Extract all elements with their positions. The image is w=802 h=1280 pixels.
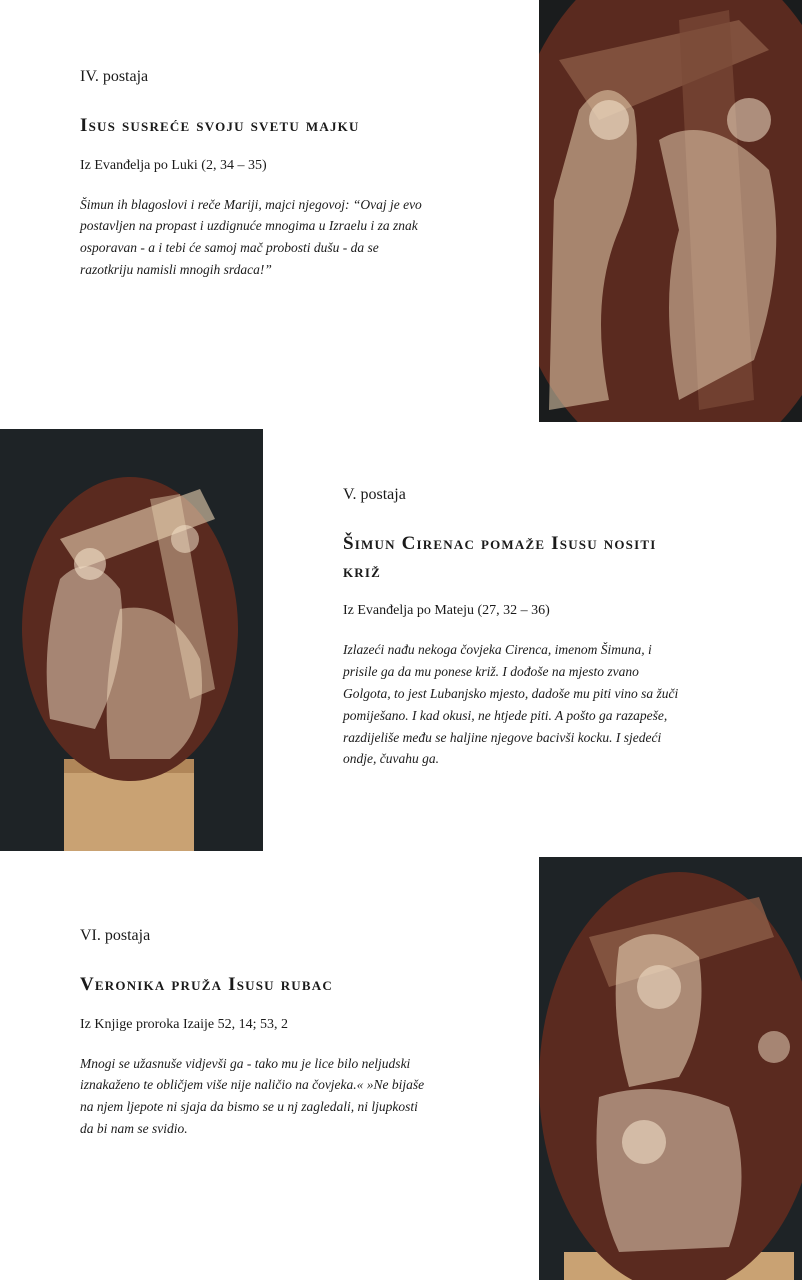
egg-carving-station-6-photo: [539, 857, 802, 1280]
egg-carving-station-5-photo: [0, 429, 263, 851]
egg-carving-image: [0, 429, 263, 851]
station-4: [80, 68, 425, 281]
station-5: [343, 486, 688, 770]
station-title: Isus susreće svoju svetu majku: [80, 115, 360, 136]
station-label: V. postaja: [343, 486, 406, 503]
egg-carving-image: [539, 857, 802, 1280]
scripture-source: Iz Evanđelja po Luki (2, 34 – 35): [80, 157, 267, 173]
egg-carving-station-4-photo: [539, 0, 802, 422]
station-title: Veronika pruža Isusu rubac: [80, 974, 333, 995]
scripture-quote: Izlazeći nađu nekoga čovjeka Cirenca, imenom Šimuna, i prisile ga da mu ponese križ. I dođoše na mjesto zvano Golgota, to jest Lubanjsko mjesto, dadoše mu piti vino sa žuči pomiješano. I kad okusi, ne htjede piti. A pošto ga razapeše, razdijeliše među se haljine njegove bacivši kocku. I sjedeći ondje, čuvahu ga.: [343, 642, 679, 767]
station-label: VI. postaja: [80, 927, 151, 944]
scripture-quote: Šimun ih blagoslovi i reče Mariji, majci njegovoj: “Ovaj je evo postavljen na propast i uzdignuće mnogima u Izraelu i za znak osporavan - a i tebi će samoj mač probosti dušu - da se razotkriju namisli mnogih srdaca!”: [80, 196, 422, 278]
station-title: Šimun Cirenac pomaže Isusu nositi križ: [343, 533, 657, 582]
station-6: [80, 927, 425, 1140]
scripture-source: Iz Evanđelja po Mateju (27, 32 – 36): [343, 603, 550, 619]
station-label: IV. postaja: [80, 68, 149, 85]
scripture-quote: Mnogi se užasnuše vidjevši ga - tako mu je lice bilo neljudski iznakaženo te obličjem više nije naličio na čovjeka.« »Ne bijaše na njem ljepote ni sjaja da bismo se u nj zagledali, ni ljupkosti da bi nam se svidio.: [80, 1055, 425, 1137]
scripture-source: Iz Knjige proroka Izaije 52, 14; 53, 2: [80, 1016, 288, 1032]
egg-carving-image: [539, 0, 802, 422]
